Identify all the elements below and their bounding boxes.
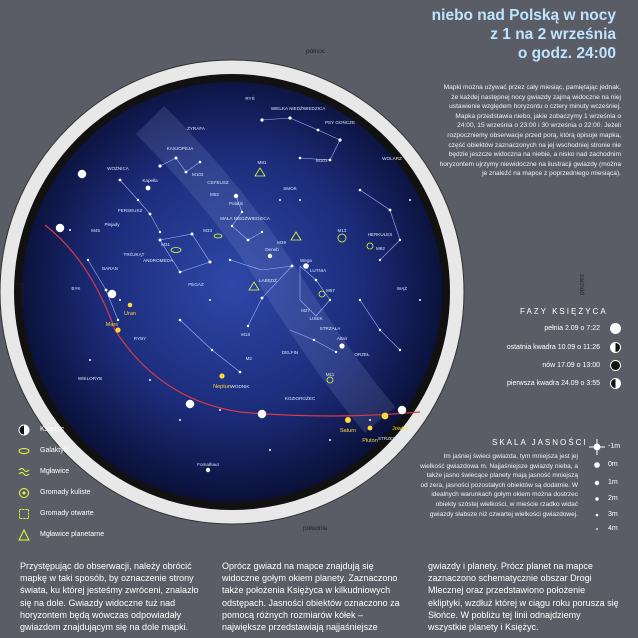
dso-label-m92: M92 [376,246,385,251]
star-label-fomalhaut: Fomalhaut [197,462,219,467]
title-line-3: o godz. 24:00 [517,45,616,62]
planet-label-mars: Mars [105,322,118,328]
dso-label-m15: M15 [241,332,250,337]
constellation-label-capricornus: KOZIOROŻEC [284,396,316,401]
dso-label-m11: M11 [325,372,335,377]
dso-label-m45: M45 [91,228,100,233]
magnitude-scale-title: SKALA JASNOŚCI [492,438,588,447]
magnitude-level: 4m [608,525,618,532]
legend-moon: Księżyc [40,426,65,433]
dso-label-m27: M27 [301,308,310,313]
constellation-label-sagittarius: STRZELEC [378,436,402,441]
constellation-label-aquila: ORZEŁ [354,352,370,357]
magnitude-scale-markers [586,436,608,536]
constellation-label-perseus: PERSEUSZ [117,208,143,213]
constellation-label-canes-venatici: PSY GOŃCZE [324,120,356,125]
magnitude-level: 0m [608,461,618,468]
full-moon-icon [610,323,621,334]
constellation-label-draco: SMOK [283,186,297,191]
star-label-polaris: Polaris [228,201,244,206]
planet-label-neptune: Neptun [213,384,231,390]
last-quarter-icon [610,342,621,353]
footer-text-col-2: Oprócz gwiazd na mapce znajdują się widoczne gołym okiem planety. Zaznaczono także położenia Księżyca w kilkudniowych odstępach. Jasności obiektów oznaczono za pomocą różnych rozmiarów kółek – największe przedstawiają najjaśniejsze [222,561,400,633]
constellation-label-delphinus: DELFIN [281,350,299,355]
magnitude-level: 3m [608,511,618,518]
constellation-label-sagitta: STRZAŁA [319,326,341,331]
planet-label-pluto: Pluton [362,438,378,444]
moon-phases-title: FAZY KSIĘŻYCA [520,307,608,316]
constellation-label-pegasus: PEGAZ [188,282,204,287]
legend-planetary-nebulae: Mgławice planetarne [40,531,105,538]
star-label-altair: Altair [336,336,348,341]
magnitude-level: 2m [608,495,618,502]
magnitude-level: -1m [608,443,621,450]
constellation-label-ursa-major: WIELKA NIEDŹWIEDZICA [270,106,326,111]
legend-open-clusters: Gromady otwarte [40,510,94,517]
constellation-label-hercules: HERKULES [367,232,393,237]
direction-east: wschód [19,282,26,305]
constellation-label-lynx: RYŚ [245,96,255,101]
moon-phase-last-quarter: ostatnia kwadra 10.09 o 11:26 [506,344,600,351]
open-cluster-icon [18,508,30,520]
direction-south: południe [303,525,328,532]
constellation-label-aquarius: WODNIK [230,384,250,389]
constellation-label-serpens: WĄŻ [396,286,408,291]
constellation-label-vulpecula: LISEK [309,316,323,321]
constellation-label-triangulum: TRÓJKĄT [123,252,145,257]
dso-label-m101: M101 [316,158,328,163]
legend-nebulae: Mgławice [40,468,70,475]
constellation-label-lyra: LUTNIA [309,268,327,273]
dso-label-m33: M33 [203,228,212,233]
direction-north: północ [306,48,326,55]
magnitude-level: 1m [608,479,618,486]
planet-label-saturn: Saturn [339,428,357,434]
star-label-kapella: Kapella [142,178,158,183]
moon-phase-new: nów 17.09 o 13:00 [542,362,600,369]
dso-label-m39: M39 [277,240,286,245]
galaxy-icon [18,445,30,457]
star-label-deneb: Deneb [265,247,279,252]
title-line-1: niebo nad Polską w nocy [431,7,616,24]
globular-cluster-icon [18,487,30,499]
constellation-label-cassiopeia: KASJOPEJA [166,146,194,151]
planetary-nebula-icon [18,529,30,541]
star-label-plejady: Plejady [104,222,120,227]
dso-label-m52: M52 [210,192,219,197]
intro-text: Mapki można używać przez cały miesiąc, pamiętając jednak, że każdej następnej nocy gwiazdy zajmą widoczne na niej ustawienie względem horyzontu o cztery minuty wcześniej. Mapka przedstawia niebo, jakie zobaczymy 1 września o 24:00, 15 września o 23:00 i 30 września o 22:00. Jeżeli rozpoczniemy obserwacje przed porą, którą opisuje mapka, część obiektów zaznaczonych na jej wschodniej stronie nie będzie jeszcze widoczna na niebie, a nisko nad zachodnim horyzontem ujrzymy niewidoczne na ilustracji gwiazdy (można je znaleźć na mapce z poprzedniego miesiąca). [439,84,621,178]
moon-icon [18,424,30,436]
moon-phase-full: pełnia 2.09 o 7:22 [544,325,600,332]
direction-west: zachód [578,274,585,295]
dso-label-m2: M2 [245,356,252,361]
dso-label-m103: M103 [192,172,204,177]
constellation-label-auriga: WOŹNICA [107,166,129,171]
constellation-label-cetus: WIELORYB [77,376,103,381]
constellation-label-pisces: RYBY [133,336,147,341]
moon-phase-first-quarter: pierwsza kwadra 24.09 o 3:55 [507,380,600,387]
constellation-label-cygnus: ŁABĘDŹ [259,278,277,283]
nebula-icon [18,466,30,478]
first-quarter-icon [610,378,621,389]
dso-label-m31: M31 [161,242,170,247]
magnitude-scale-text: Im jaśniej świeci gwiazda, tym mniejsza jest jej wielkość gwiazdowa m. Najjaśniejsze gwiazdy nieba, a także jasno świecące planety mają jasność mniejszą od zera, jasności pozostałych obiektów są dodatnie. W idealnych warunkach gołym okiem można dostrzec obiekty szóstej wielkości, w mieście rzadko widać gwiazdy słabsze niż czwartej wielkości gwiazdowej. [420,453,578,518]
footer-text-col-1: Przystępując do obserwacji, należy obrócić mapkę w taki sposób, by oznaczenie strony świata, ku której jesteśmy zwróceni, znalazło się na dole. Gwiazdy widoczne tuż nad horyzontem będą wówczas odpowiadały gwiazdom znajdującym się na dole mapki. [20,561,199,633]
constellation-label-ursa-minor: MAŁA NIEDŹWIEDZICA [220,216,270,221]
star-label-wega: Wega [300,258,312,263]
constellation-label-taurus: BYK [71,286,81,291]
constellation-label-camelopardalis: ŻYRAFA [187,126,205,131]
dso-label-m13: M13 [337,228,347,233]
constellation-label-andromeda: ANDROMEDA [143,258,173,263]
constellation-label-cepheus: CEFEUSZ [207,180,229,185]
planet-label-jupiter: Jowisz [392,426,409,432]
footer-text-col-3: gwiazdy i planety. Prócz planet na mapce zaznaczono schematycznie obszar Drogi Mlecznej oraz przedstawiono położenie ekliptyki, wzdłuż której w ciągu roku porusza się Słońce. W pobliżu tej linii odnajdziemy wszystkie planety i Księżyc. [428,561,619,633]
dso-label-m81: M81 [257,160,267,165]
dso-label-m57: M57 [326,288,335,293]
constellation-label-aries: BARAN [102,266,118,271]
constellation-label-bootes: WOLARZ [382,156,402,161]
legend-globular-clusters: Gromady kuliste [40,489,91,496]
legend-galaxies: Galaktyki [40,447,69,454]
planet-label-uranus: Uran [124,311,136,317]
new-moon-icon [610,360,621,371]
title-line-2: z 1 na 2 września [490,26,616,43]
